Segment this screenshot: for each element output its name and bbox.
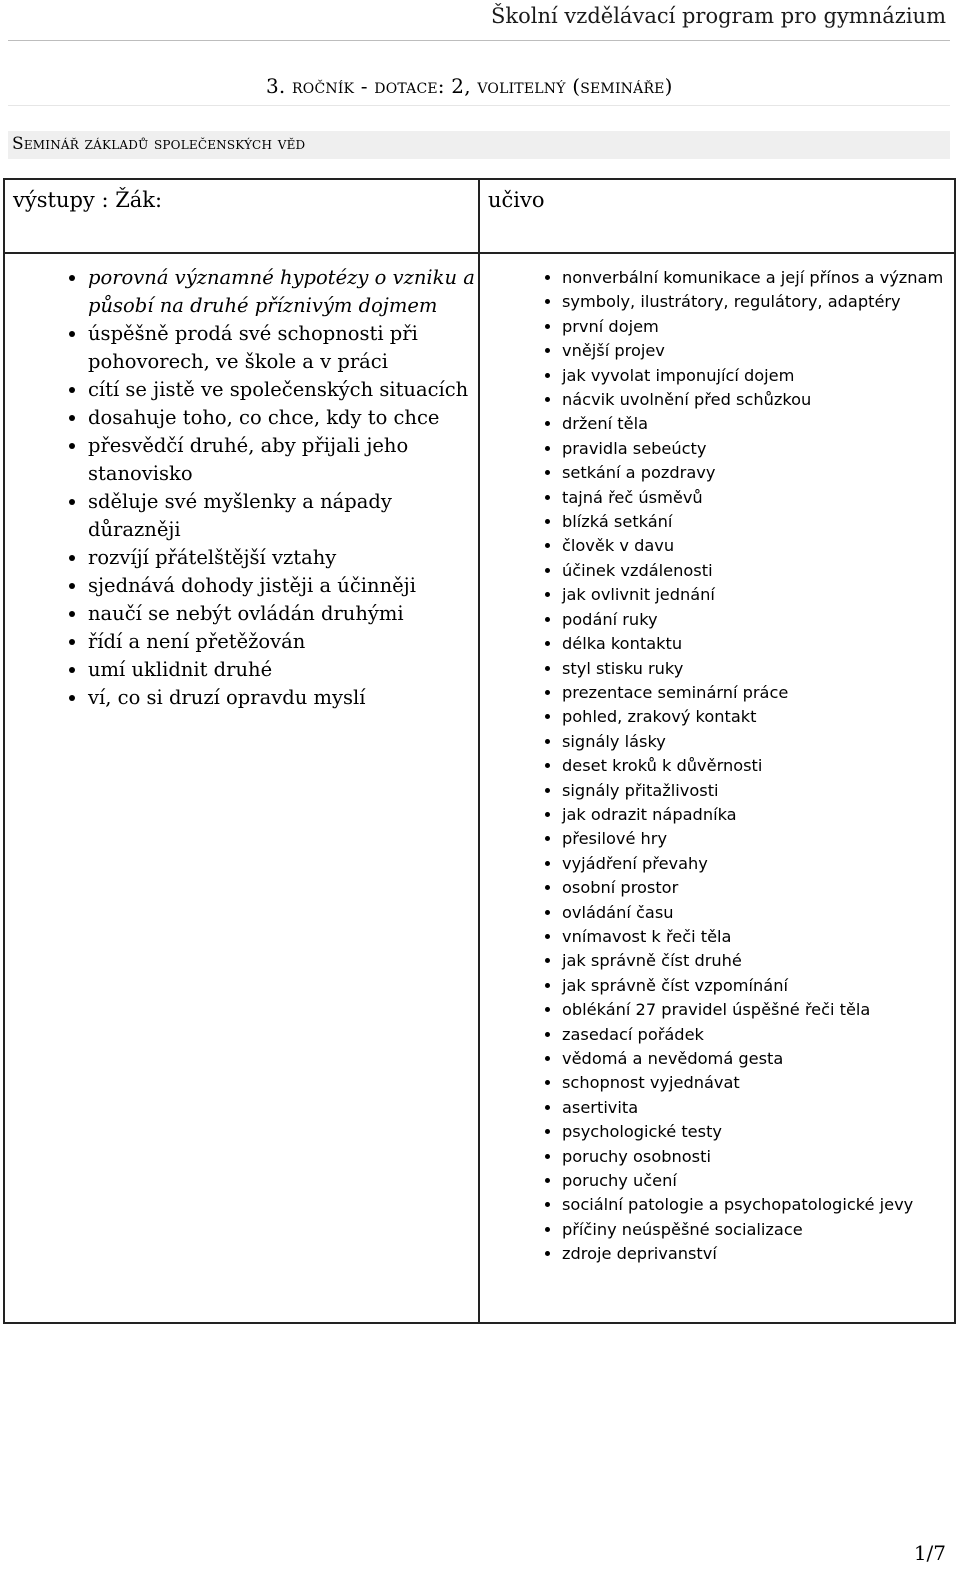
list-item: • nonverbální komunikace a její přínos a význam: [562, 266, 954, 290]
topics-cell: [479, 253, 955, 1323]
list-item: • podání ruky: [562, 608, 954, 632]
outcomes-cell: [4, 253, 479, 1323]
list-item: • ví, co si druzí opravdu myslí: [88, 684, 478, 712]
topics-list: [480, 266, 954, 1267]
list-item: • umí uklidnit druhé: [88, 656, 478, 684]
list-item: • porovná významné hypotézy o vzniku a působí na druhé příznivým dojmem: [88, 264, 478, 320]
list-item: • jak správně číst druhé: [562, 949, 954, 973]
list-item: • ovládání času: [562, 901, 954, 925]
list-item: • styl stisku ruky: [562, 657, 954, 681]
outcomes-list: [5, 264, 478, 712]
list-item: • osobní prostor: [562, 876, 954, 900]
list-item: • přesilové hry: [562, 827, 954, 851]
list-item: • oblékání 27 pravidel úspěšné řeči těla: [562, 998, 954, 1022]
list-item: • řídí a není přetěžován: [88, 628, 478, 656]
list-item: • zasedací pořádek: [562, 1023, 954, 1047]
list-item: • úspěšně prodá své schopnosti při pohovorech, ve škole a v práci: [88, 320, 478, 376]
list-item: • cítí se jistě ve společenských situacích: [88, 376, 478, 404]
list-item: • účinek vzdálenosti: [562, 559, 954, 583]
list-item: • pohled, zrakový kontakt: [562, 705, 954, 729]
page-number: 1/7: [913, 1541, 946, 1565]
list-item: • jak odrazit nápadníka: [562, 803, 954, 827]
column-header-outcomes: výstupy : Žák:: [4, 179, 479, 253]
list-item: • jak ovlivnit jednání: [562, 583, 954, 607]
table-header-row: [4, 179, 955, 253]
list-item: • držení těla: [562, 412, 954, 436]
list-item: • zdroje deprivanství: [562, 1242, 954, 1266]
header-divider: [8, 40, 950, 41]
list-item: • rozvíjí přátelštější vztahy: [88, 544, 478, 572]
list-item: • sděluje své myšlenky a nápady důrazněji: [88, 488, 478, 544]
document-header-title: Školní vzdělávací program pro gymnázium: [491, 4, 946, 28]
grade-title: 3. ročník - dotace: 2, volitelný (semináře): [266, 74, 673, 98]
list-item: • blízká setkání: [562, 510, 954, 534]
list-item: • příčiny neúspěšné socializace: [562, 1218, 954, 1242]
list-item: • poruchy osobnosti: [562, 1145, 954, 1169]
list-item: • poruchy učení: [562, 1169, 954, 1193]
list-item: • prezentace seminární práce: [562, 681, 954, 705]
list-item: • tajná řeč úsměvů: [562, 486, 954, 510]
list-item: • vnímavost k řeči těla: [562, 925, 954, 949]
list-item: • symboly, ilustrátory, regulátory, adaptéry: [562, 290, 954, 314]
seminar-title-bar: [8, 131, 950, 159]
list-item: • signály lásky: [562, 730, 954, 754]
list-item: • nácvik uvolnění před schůzkou: [562, 388, 954, 412]
list-item: • signály přitažlivosti: [562, 779, 954, 803]
list-item: • jak správně číst vzpomínání: [562, 974, 954, 998]
list-item: • sjednává dohody jistěji a účinněji: [88, 572, 478, 600]
seminar-title: Seminář základů společenských věd: [12, 134, 306, 154]
list-item: • pravidla sebeúcty: [562, 437, 954, 461]
list-item: • přesvědčí druhé, aby přijali jeho stanovisko: [88, 432, 478, 488]
list-item: • naučí se nebýt ovládán druhými: [88, 600, 478, 628]
list-item: • vyjádření převahy: [562, 852, 954, 876]
list-item: • schopnost vyjednávat: [562, 1071, 954, 1095]
list-item: • délka kontaktu: [562, 632, 954, 656]
list-item: • sociální patologie a psychopatologické jevy: [562, 1193, 954, 1217]
list-item: • psychologické testy: [562, 1120, 954, 1144]
column-header-topics: učivo: [479, 179, 955, 253]
list-item: • dosahuje toho, co chce, kdy to chce: [88, 404, 478, 432]
curriculum-table: [3, 178, 956, 1324]
list-item: • první dojem: [562, 315, 954, 339]
list-item: • asertivita: [562, 1096, 954, 1120]
list-item: • vědomá a nevědomá gesta: [562, 1047, 954, 1071]
list-item: • jak vyvolat imponující dojem: [562, 364, 954, 388]
grade-divider: [8, 105, 950, 106]
list-item: • vnější projev: [562, 339, 954, 363]
list-item: • člověk v davu: [562, 534, 954, 558]
list-item: • deset kroků k důvěrnosti: [562, 754, 954, 778]
table-content-row: [4, 253, 955, 1323]
list-item: • setkání a pozdravy: [562, 461, 954, 485]
